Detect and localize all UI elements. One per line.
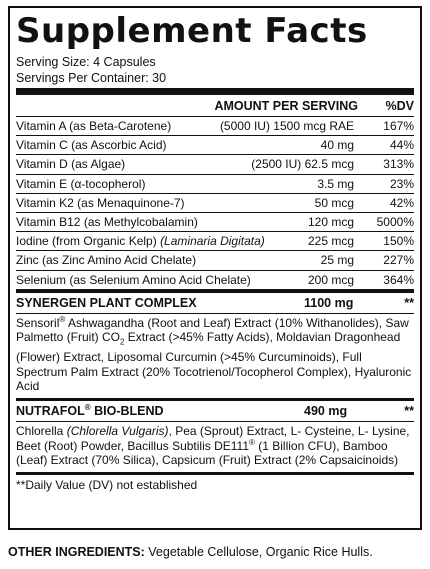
nutrient-amount: 3.5 mg xyxy=(317,176,354,191)
blend-name: NUTRAFOL® BIO-BLEND xyxy=(16,402,164,419)
blend-ingredients-synergen: Sensoril® Ashwagandha (Root and Leaf) Extract (10% Withanolides), Saw Palmetto (Fruit) $CO_2$ Extract (>45% Fatty Acids), Moldavian Dragonhead (Flower) Extract, Liposomal Curcumin (>45% Curcuminoids), Full Spectrum Palm Extract (20% Tocotrienol/Tocopherol Complex), Hyaluronic Acid xyxy=(16,314,412,394)
nutrient-dv: 42% xyxy=(389,195,414,210)
nutrient-amount: 200 mcg xyxy=(307,272,354,287)
thick-divider xyxy=(16,88,414,95)
nutrient-amount: (5000 IU) 1500 mcg RAE xyxy=(219,119,354,134)
panel-title: Supplement Facts xyxy=(16,11,368,51)
nutrient-row xyxy=(16,232,414,251)
nutrient-amount: 40 mg xyxy=(320,138,354,153)
nutrient-amount: 120 mcg xyxy=(307,215,354,230)
blend-ingredients-nutrafol: Chlorella (Chlorella Vulgaris), Pea (Sprout) Extract, L- Cysteine, L- Lysine, Beet (Root) Powder, Bacillus Subtilis DE111® (1 Billion CFU), Bamboo (Leaf) Extract (70% Silica), Capsicum (Fruit) Extract (2% Capsaicinoids) xyxy=(16,424,410,468)
nutrient-name: Vitamin D (as Algae) xyxy=(16,157,126,172)
nutrient-name-italic: (Laminaria Digitata) xyxy=(160,234,265,249)
nutrient-row xyxy=(16,175,414,194)
nutrient-name: Selenium (as Selenium Amino Acid Chelate) xyxy=(16,272,251,287)
nutrient-dv: 150% xyxy=(383,234,414,249)
other-ingredients-label: OTHER INGREDIENTS: xyxy=(8,545,145,559)
nutrient-amount: (2500 IU) 62.5 mcg xyxy=(251,157,354,172)
nutrient-amount: 50 mcg xyxy=(314,195,354,210)
nutrient-dv: 313% xyxy=(383,157,414,172)
blend-dv: ** xyxy=(404,404,414,419)
nutrient-dv: 44% xyxy=(389,138,414,153)
nutrient-row xyxy=(16,117,414,136)
blend-amount: 490 mg xyxy=(304,404,348,419)
nutrient-row xyxy=(16,136,414,155)
column-header xyxy=(16,95,414,117)
blend-dv: ** xyxy=(404,295,414,310)
nutrient-dv: 364% xyxy=(383,272,414,287)
nutrient-dv: 23% xyxy=(389,176,414,191)
nutrient-name: Vitamin C (as Ascorbic Acid) xyxy=(16,138,167,153)
nutrient-dv: 227% xyxy=(383,253,414,268)
nutrient-row xyxy=(16,271,414,290)
other-ingredients-text: Vegetable Cellulose, Organic Rice Hulls. xyxy=(144,545,373,559)
nutrient-dv: 167% xyxy=(383,119,414,134)
nutrient-name: Iodine (from Organic Kelp) (Laminaria Digitata) xyxy=(16,234,265,249)
nutrient-row xyxy=(16,155,414,174)
nutrient-row xyxy=(16,251,414,270)
nutrient-row xyxy=(16,194,414,213)
blend-header-nutrafol xyxy=(16,401,414,422)
blend-amount: 1100 mg xyxy=(304,295,354,310)
blend-name: SYNERGEN PLANT COMPLEX xyxy=(16,295,197,310)
nutrient-name: Vitamin K2 (as Menaquinone-7) xyxy=(16,195,185,210)
nutrient-name: Vitamin E (α-tocopherol) xyxy=(16,176,146,191)
nutrient-amount: 25 mg xyxy=(320,253,354,268)
serving-size: Serving Size: 4 Capsules xyxy=(16,55,156,69)
blend-header-synergen xyxy=(16,293,414,314)
dv-header: %DV xyxy=(385,98,414,113)
nutrient-dv: 5000% xyxy=(376,215,414,230)
nutrient-name: Zinc (as Zinc Amino Acid Chelate) xyxy=(16,253,197,268)
other-ingredients xyxy=(8,545,428,559)
nutrient-list xyxy=(16,117,414,290)
amount-header: AMOUNT PER SERVING xyxy=(214,98,358,113)
daily-value-footnote: **Daily Value (DV) not established xyxy=(16,477,198,492)
servings-per-container: Servings Per Container: 30 xyxy=(16,71,167,85)
nutrient-row xyxy=(16,213,414,232)
nutrient-name: Vitamin B12 (as Methylcobalamin) xyxy=(16,215,198,230)
nutrient-name: Vitamin A (as Beta-Carotene) xyxy=(16,119,172,134)
nutrient-amount: 225 mcg xyxy=(307,234,354,249)
supplement-facts-panel xyxy=(8,6,422,530)
